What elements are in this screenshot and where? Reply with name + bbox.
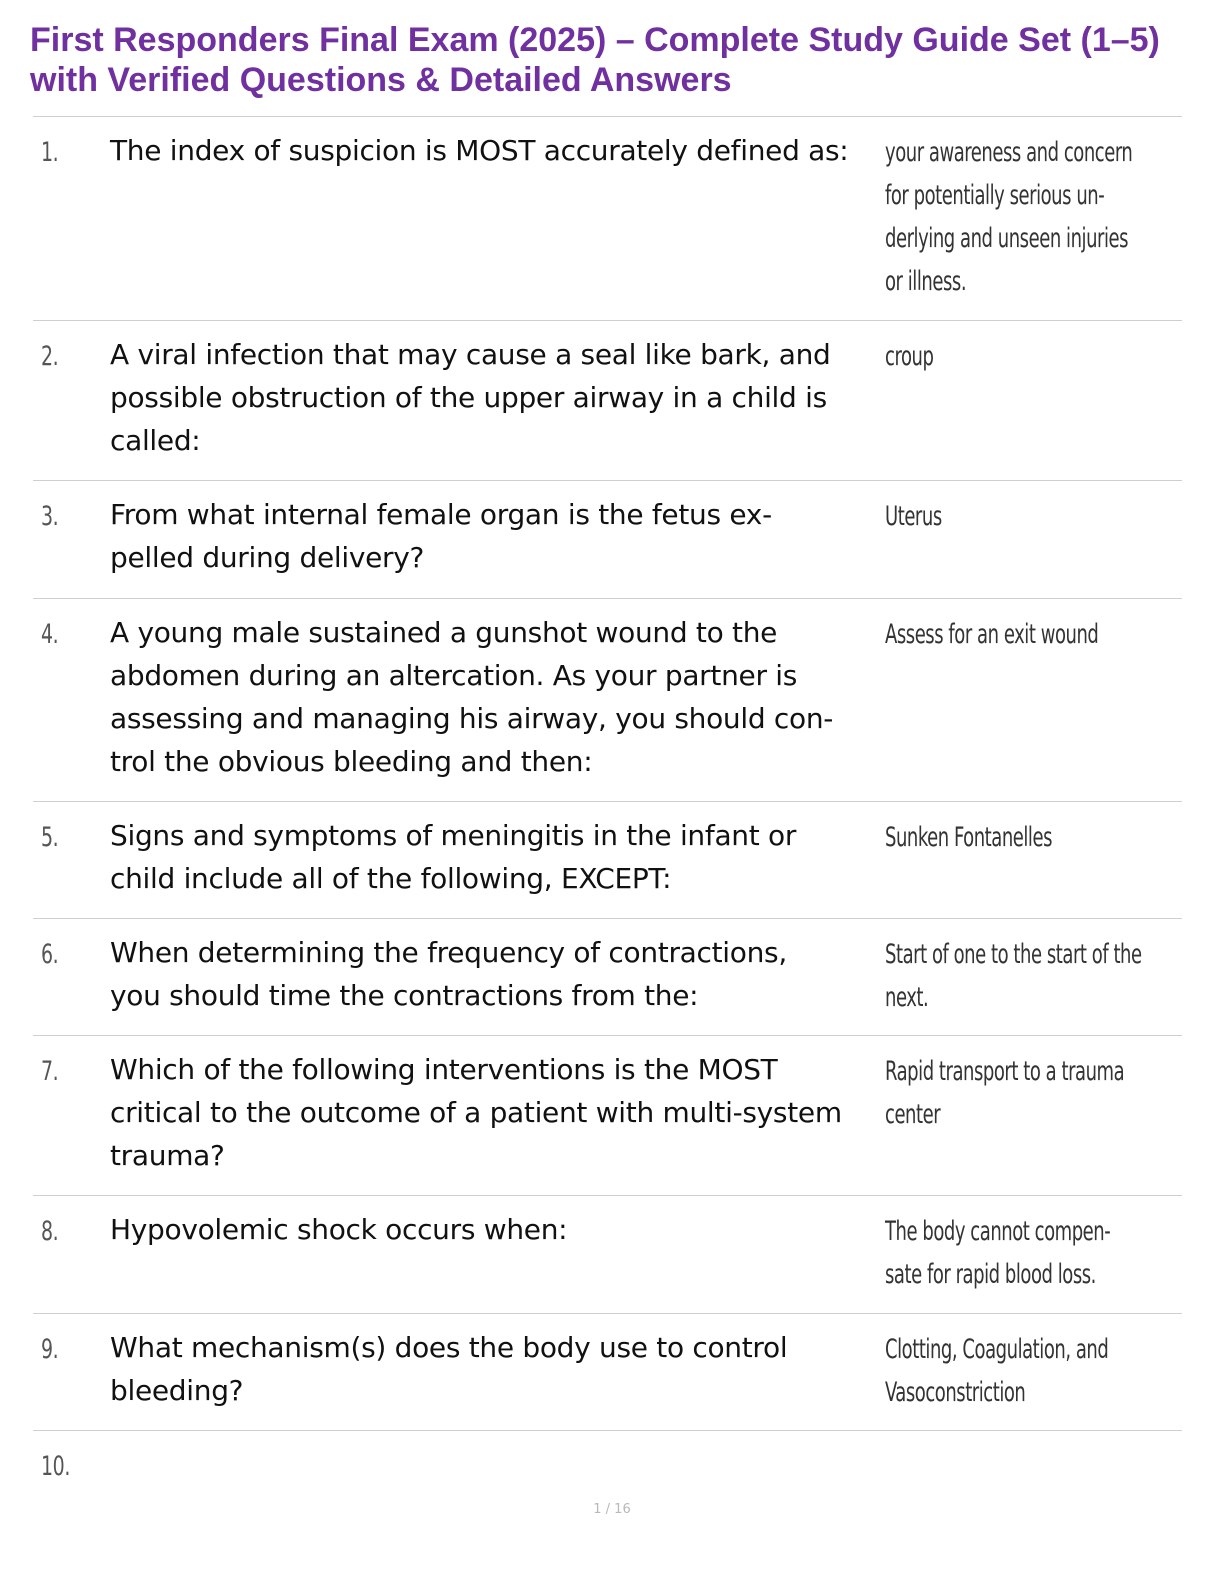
question-list (33, 116, 1182, 1521)
answer-line: Uterus (885, 501, 942, 532)
question-line: bleeding? (110, 1374, 244, 1407)
question-text (110, 1208, 880, 1251)
answer-text (885, 816, 1107, 859)
answer-text (885, 335, 1107, 378)
answer-line: croup (885, 341, 934, 372)
answer-line: or illness. (885, 266, 967, 297)
question-line: What mechanism(s) does the body use to control (110, 1331, 788, 1364)
question-text (110, 1326, 880, 1412)
question-line: Hypovolemic shock occurs when: (110, 1213, 568, 1246)
question-text (110, 333, 880, 462)
answer-line: sate for rapid blood loss. (885, 1259, 1096, 1290)
question-number: 1. (41, 137, 59, 168)
answer-text (885, 1328, 1107, 1414)
question-line: critical to the outcome of a patient with multi-system (110, 1096, 842, 1129)
question-line: Which of the following interventions is the MOST (110, 1053, 778, 1086)
question-text (110, 493, 880, 579)
question-line: assessing and managing his airway, you should con- (110, 702, 834, 735)
question-line: you should time the contractions from the: (110, 979, 699, 1012)
answer-line: Vasoconstriction (885, 1377, 1026, 1408)
question-line: Signs and symptoms of meningitis in the infant or (110, 819, 797, 852)
question-number: 9. (41, 1334, 59, 1365)
question-line: The index of suspicion is MOST accurately defined as: (110, 134, 849, 167)
question-line: abdomen during an altercation. As your partner is (110, 659, 798, 692)
question-number: 4. (41, 619, 59, 650)
answer-line: derlying and unseen injuries (885, 223, 1129, 254)
question-text (110, 931, 880, 1017)
question-item-8 (33, 1196, 1182, 1314)
question-number: 8. (41, 1216, 59, 1247)
answer-text (885, 1050, 1125, 1136)
answer-text (885, 131, 1133, 303)
answer-line: Sunken Fontanelles (885, 822, 1053, 853)
answer-text (885, 613, 1107, 656)
title-line: with Verified Questions & Detailed Answers (30, 61, 732, 99)
answer-text (885, 495, 1107, 538)
question-item-7 (33, 1036, 1182, 1196)
answer-line: next. (885, 982, 929, 1013)
question-item-6 (33, 919, 1182, 1036)
answer-text (885, 1210, 1111, 1296)
answer-line: Rapid transport to a trauma (885, 1056, 1125, 1087)
question-line: called: (110, 424, 201, 457)
question-line: trol the obvious bleeding and then: (110, 745, 593, 778)
answer-line: Assess for an exit wound (885, 619, 1099, 650)
question-number: 5. (41, 822, 59, 853)
question-item-9 (33, 1314, 1182, 1431)
question-item-1 (33, 117, 1182, 321)
answer-line: Clotting, Coagulation, and (885, 1334, 1109, 1365)
answer-line: your awareness and concern (885, 137, 1133, 168)
question-line: child include all of the following, EXCEPT: (110, 862, 672, 895)
page-number: 1 / 16 (593, 1502, 631, 1517)
question-line: From what internal female organ is the fetus ex- (110, 498, 772, 531)
answer-line: center (885, 1099, 941, 1130)
answer-text (885, 933, 1142, 1019)
question-line: When determining the frequency of contractions, (110, 936, 787, 969)
question-item-3 (33, 481, 1182, 599)
question-item-2 (33, 321, 1182, 481)
question-number: 2. (41, 341, 59, 372)
question-number: 6. (41, 939, 59, 970)
question-line: trauma? (110, 1139, 225, 1172)
question-text (110, 611, 880, 783)
answer-line: The body cannot compen- (885, 1216, 1111, 1247)
question-item-4 (33, 599, 1182, 802)
question-number: 10. (41, 1451, 70, 1482)
document-title (30, 20, 1220, 100)
question-text (110, 814, 880, 900)
answer-line: for potentially serious un- (885, 180, 1105, 211)
title-line: First Responders Final Exam (2025) – Complete Study Guide Set (1–5) (30, 21, 1160, 59)
question-line: possible obstruction of the upper airway in a child is (110, 381, 827, 414)
question-text (110, 129, 880, 172)
question-line: A young male sustained a gunshot wound to the (110, 616, 778, 649)
question-number: 7. (41, 1056, 59, 1087)
question-line: A viral infection that may cause a seal like bark, and (110, 338, 831, 371)
answer-line: Start of one to the start of the (885, 939, 1142, 970)
question-number: 3. (41, 501, 59, 532)
question-text (110, 1048, 880, 1177)
question-item-5 (33, 802, 1182, 919)
question-line: pelled during delivery? (110, 541, 425, 574)
